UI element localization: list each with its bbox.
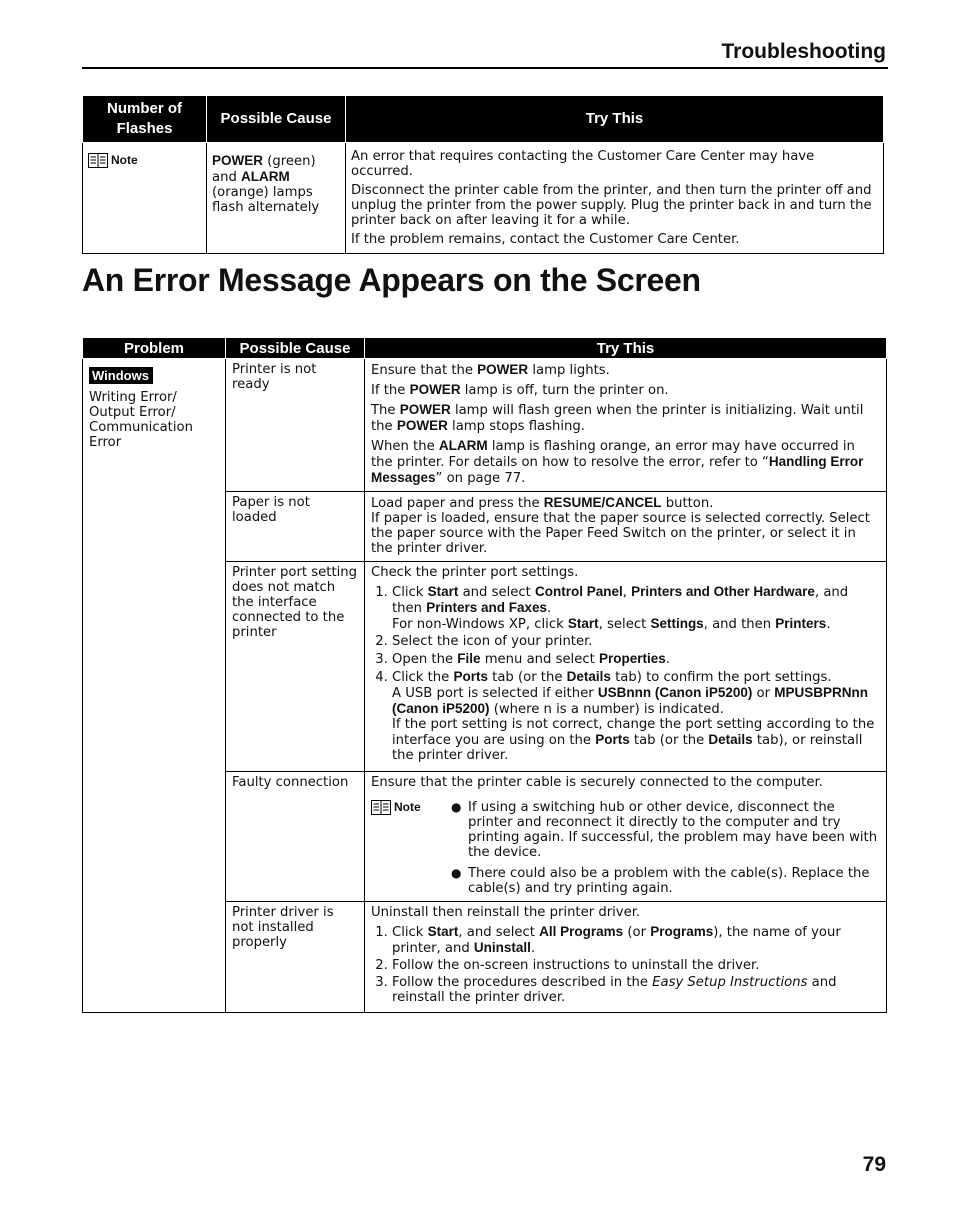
list-item: ● If using a switching hub or other device, disconnect the printer and reconnect it directly to the computer and try printing again. If successful, the problem may have been with the device. [468,800,880,860]
col-header-problem: Problem [83,338,226,359]
table-row [83,143,884,254]
handling-error-messages-link: Handling Error Messages [371,454,864,485]
page-number: 79 [862,1153,886,1176]
list-item: 1. Click Start, and select All Programs (or Programs), the name of your printer, and Uninstall. [392,924,880,956]
try-cell: Ensure that the printer cable is securely connected to the computer. Note ● If using a switching hub or other device, disconnect the printer and reconnect it directly to the computer and try printing again. If successful, the problem may have been with the device. ● There could also be a problem with the cable(s). Replace the cable(s) and try printing again. [365,772,887,902]
list-item: 1. Click Start and select Control Panel, Printers and Other Hardware, and then Printers and Faxes. For non-Windows XP, click Start, select Settings, and then Printers. [392,584,880,632]
driver-steps [371,924,880,1005]
page-title: An Error Message Appears on the Screen [82,262,701,298]
problem-text: Writing Error/ Output Error/ Communication Error [89,390,193,450]
cause-cell: Paper is not loaded [226,492,365,562]
note-label: Note [371,800,451,896]
try-cell: Load paper and press the RESUME/CANCEL button. If paper is loaded, ensure that the paper source is selected correctly. Select the paper source with the Paper Feed Switch on the printer, or select it in the printer driver. [365,492,887,562]
windows-badge-icon: Windows [89,367,153,384]
cause-cell: Faulty connection [226,772,365,902]
flashes-cell [83,143,207,254]
header-rule [82,67,888,69]
list-item: 3. Follow the procedures described in the Easy Setup Instructions and reinstall the printer driver. [392,975,880,1005]
flash-table-header [83,96,884,143]
list-item: 2. Select the icon of your printer. [392,634,880,649]
list-item: 2. Follow the on-screen instructions to uninstall the driver. [392,958,880,973]
try-cell: Ensure that the POWER lamp lights. If the POWER lamp is off, turn the printer on. The POWER lamp will flash green when the printer is initializing. Wait until the POWER lamp stops flashing. When the ALARM lamp is flashing orange, an error may have occurred in the printer. For details on how to resolve the error, refer to “Handling Error Messages” on page 77. [365,359,887,492]
note-bullets [451,800,880,896]
section-title: Troubleshooting [721,40,886,63]
col-header-try: Try This [346,96,884,143]
col-header-cause: Possible Cause [226,338,365,359]
cause-cell: Printer is not ready [226,359,365,492]
error-table-header [83,338,887,359]
try-cell: Check the printer port settings. 1. Click Start and select Control Panel, Printers and Other Hardware, and then Printers and Faxes. For non-Windows XP, click Start, select Settings, and then Printers. 2. Select the icon of your printer. 3. Open the File menu and select Properties. 4. Click the Ports tab (or the Details tab) to confirm the port settings. A USB port is selected if either USBnnn (Canon iP5200) or MPUSBPRNnn (Canon iP5200) (where n is a number) is indicated. If the port setting is not correct, change the port setting according to the interface you are using on the Ports tab (or the Details tab), or reinstall the printer driver. [365,562,887,772]
note-label: Note [88,153,138,168]
note-book-icon [371,800,391,815]
cause-cell: Printer driver is not installed properly [226,902,365,1013]
col-header-try: Try This [365,338,887,359]
list-item: ● There could also be a problem with the cable(s). Replace the cable(s) and try printing again. [468,866,880,896]
flash-table [82,95,884,254]
col-header-flashes: Number of Flashes [83,96,207,143]
note-book-icon [88,153,108,168]
list-item: 3. Open the File menu and select Properties. [392,651,880,667]
col-header-cause: Possible Cause [207,96,346,143]
cause-cell: POWER (green) and ALARM (orange) lamps flash alternately [207,143,346,254]
table-row [83,359,887,492]
cause-cell: Printer port setting does not match the interface connected to the printer [226,562,365,772]
try-cell: Uninstall then reinstall the printer driver. 1. Click Start, and select All Programs (or Programs), the name of your printer, and Uninstall. 2. Follow the on-screen instructions to uninstall the driver. 3. Follow the procedures described in the Easy Setup Instructions and reinstall the printer driver. [365,902,887,1013]
try-cell: An error that requires contacting the Customer Care Center may have occurred. Disconnect the printer cable from the printer, and then turn the printer off and unplug the printer from the power supply. Plug the printer back in and turn the printer back on after leaving it for a while. If the problem remains, contact the Customer Care Center. [346,143,884,254]
port-steps [371,584,880,763]
note-block [371,800,880,896]
problem-cell [83,359,226,1013]
list-item: 4. Click the Ports tab (or the Details tab) to confirm the port settings. A USB port is selected if either USBnnn (Canon iP5200) or MPUSBPRNnn (Canon iP5200) (where n is a number) is indicated. If the port setting is not correct, change the port setting according to the interface you are using on the Ports tab (or the Details tab), or reinstall the printer driver. [392,669,880,763]
error-message-table [82,337,887,1013]
